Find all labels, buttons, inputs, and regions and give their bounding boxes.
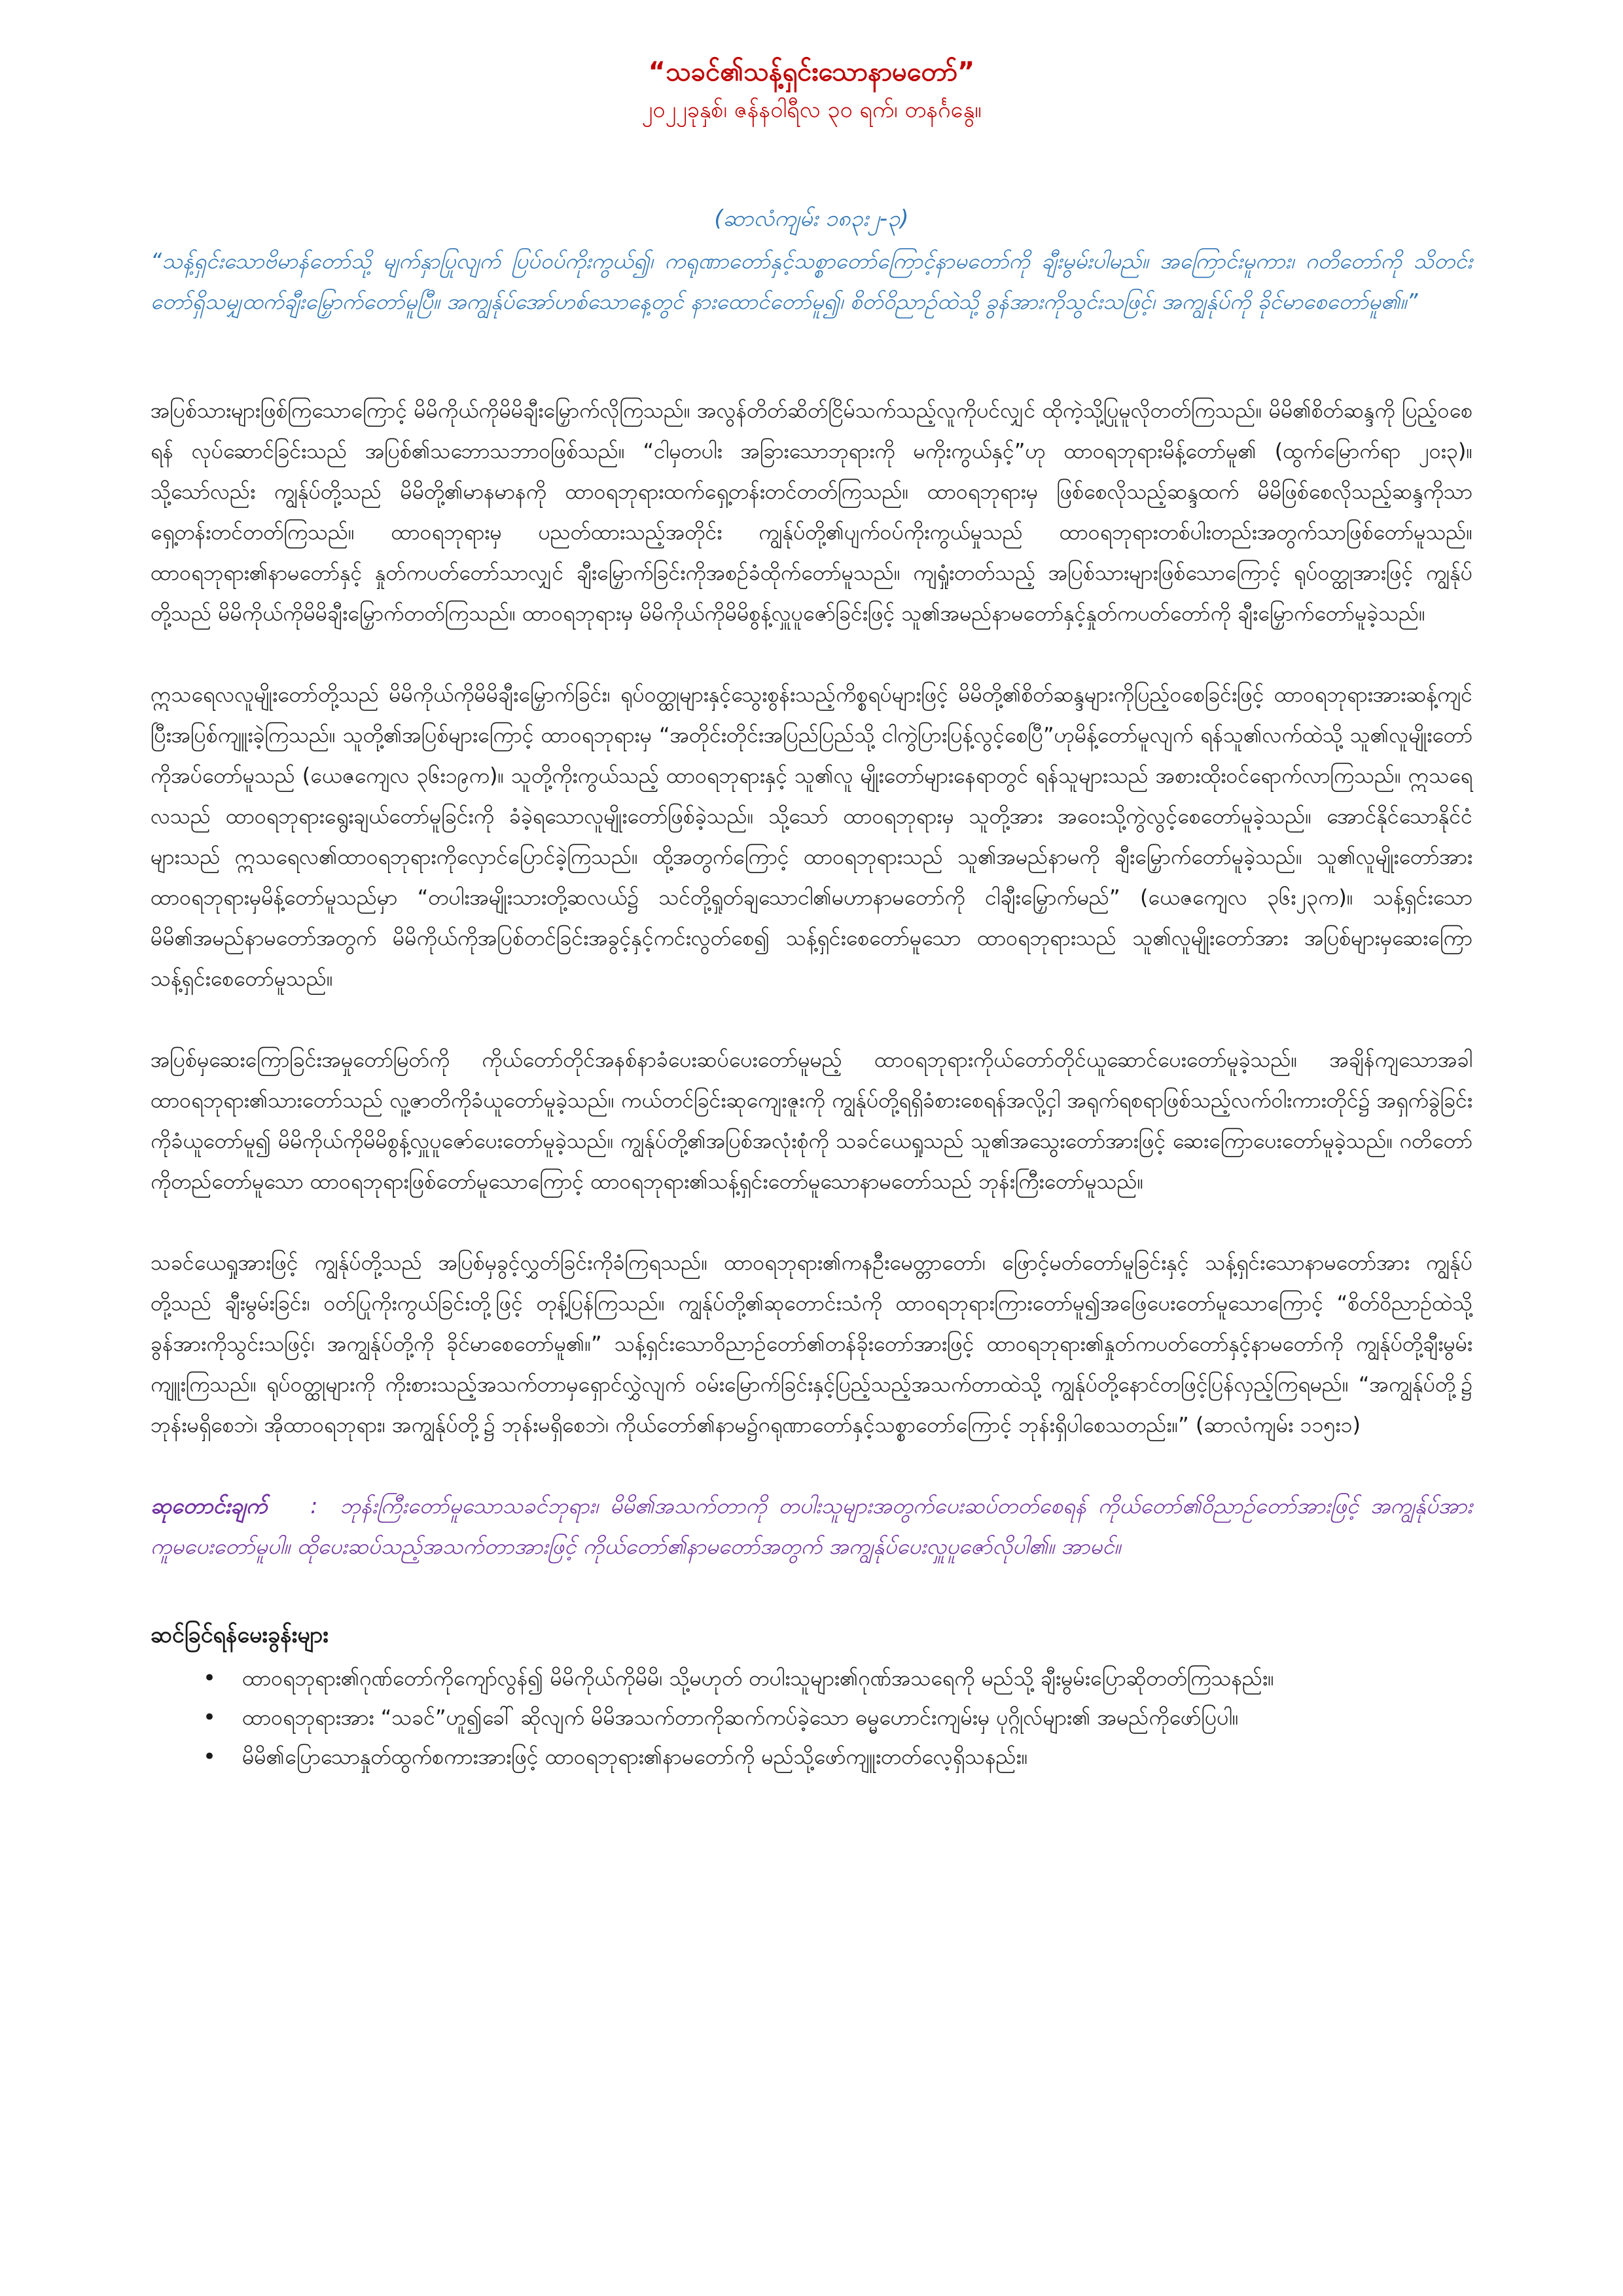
questions-title: ဆင်ခြင်ရန်မေးခွန်းများ: [151, 1622, 329, 1648]
question-text-3: မိမိ၏ပြောသောနှုတ်ထွက်စကားအားဖြင့် ထာဝရဘုရား၏နာမတော်ကို မည်သို့ဖော်ကျူးတတ်လေ့ရှိသနည်း။: [242, 1744, 1028, 1769]
question-text-1: ထာဝရဘုရား၏ဂုဏ်တော်ကိုကျော်လွန်၍ မိမိကိုယ်ကိုမိမိ၊ သို့မဟုတ် တပါးသူများ၏ဂုဏ်အသရေကို မည်သို့ ချီးမွမ်းပြောဆိုတတ်ကြသနည်း။: [242, 1666, 1274, 1691]
questions-list: [151, 1659, 1472, 1776]
body-paragraph-1: အပြစ်သားများဖြစ်ကြသောကြောင့် မိမိကိုယ်ကိုမိမိချီးမြှောက်လိုကြသည်။ အလွန်တိတ်ဆိတ်ငြိမ်သက်သည့်လူကိုပင်လျှင် ထိုကဲ့သို့ပြုမူလိုတတ်ကြသည်။ မိမိ၏စိတ်ဆန္ဒကို ပြည့်ဝစေရန် လုပ်ဆောင်ခြင်းသည် အပြစ်၏သဘောသဘာဝဖြစ်သည်။ “ငါမှတပါး အခြားသောဘုရားကို မကိုးကွယ်နှင့်”ဟု ထာဝရဘုရားမိန့်တော်မူ၏ (ထွက်မြောက်ရာ ၂၀း၃)။ သို့သော်လည်း ကျွန်ုပ်တို့သည် မိမိတို့၏မာနမာနကို ထာဝရဘုရားထက်ရှေ့တန်းတင်တတ်ကြသည်။ ထာဝရဘုရားမှ ဖြစ်စေလိုသည့်ဆန္ဒထက် မိမိဖြစ်စေလိုသည့်ဆန္ဒကိုသာရှေ့တန်းတင်တတ်ကြသည်။ ထာဝရဘုရားမှ ပညတ်ထားသည့်အတိုင်း ကျွန်ုပ်တို့၏ပျက်ဝပ်ကိုးကွယ်မှုသည် ထာဝရဘုရားတစ်ပါးတည်းအတွက်သာဖြစ်တော်မူသည်။ ထာဝရဘုရား၏နာမတော်နှင့် နှုတ်ကပတ်တော်သာလျှင် ချီးမြှောက်ခြင်းကိုအစဉ်ခံထိုက်တော်မူသည်။ ကျရှုံးတတ်သည့် အပြစ်သားများဖြစ်သောကြောင့် ရုပ်ဝတ္ထုအားဖြင့် ကျွန်ုပ်တို့သည် မိမိကိုယ်ကိုမိမိချီးမြှောက်တတ်ကြသည်။ ထာဝရဘုရားမှ မိမိကိုယ်ကိုမိမိစွန့်လှူပူဇော်ခြင်းဖြင့် သူ၏အမည်နာမတော်နှင့်နှုတ်ကပတ်တော်ကို ချီးမြှောက်တော်မူခဲ့သည်။: [151, 398, 1472, 626]
list-item: [196, 1659, 1472, 1698]
prayer-text: ဘုန်းကြီးတော်မူသောသခင်ဘုရား၊ မိမိ၏အသက်တာကို တပါးသူများအတွက်ပေးဆပ်တတ်စေရန် ကိုယ်တော်၏ဝိညာဉ်တော်အားဖြင့် အကျွန်ုပ်အားကူမပေးတော်မူပါ။ ထိုပေးဆပ်သည့်အသက်တာအားဖြင့် ကိုယ်တော်၏နာမတော်အတွက် အကျွန်ုပ်ပေးလှူပူဇော်လိုပါ၏။ အာမင်။: [151, 1493, 1472, 1559]
verse-reference: (ဆာလံကျမ်း ၁၈၃း၂-၃): [714, 206, 909, 232]
list-item: [196, 1698, 1472, 1737]
body-paragraph-2: ဣသရေလလူမျိုးတော်တို့သည် မိမိကိုယ်ကိုမိမိချီးမြှောက်ခြင်း၊ ရုပ်ဝတ္ထုများနှင့်သွေးစွန်းသည့်ကိစ္စရပ်များဖြင့် မိမိတို့၏စိတ်ဆန္ဒများကိုပြည့်ဝစေခြင်းဖြင့် ထာဝရဘုရားအားဆန့်ကျင်ပြီးအပြစ်ကျူးခဲ့ကြသည်။ သူတို့၏အပြစ်များကြောင့် ထာဝရဘုရားမှ “အတိုင်းတိုင်းအပြည်ပြည်သို့ ငါကွဲပြားပြန့်လွင့်စေပြီ”ဟုမိန့်တော်မူလျက် ရန်သူ၏လက်ထဲသို့ သူ၏လူမျိုးတော်ကိုအပ်တော်မူသည် (ယေဇကျေလ ၃၆း၁၉က)။ သူတို့ကိုးကွယ်သည့် ထာဝရဘုရားနှင့် သူ၏လူ မျိုးတော်များနေရာတွင် ရန်သူများသည် အစားထိုးဝင်ရောက်လာကြသည်။ ဣသရေလသည် ထာဝရဘုရားရွေးချယ်တော်မူခြင်းကို ခံခဲ့ရသောလူမျိုးတော်ဖြစ်ခဲ့သည်။ သို့သော် ထာဝရဘုရားမှ သူတို့အား အဝေးသို့ကွဲလွင့်စေတော်မူခဲ့သည်။ အောင်နိုင်သောနိုင်ငံများသည် ဣသရေလ၏ထာဝရဘုရားကိုလှောင်ပြောင်ခဲ့ကြသည်။ ထို့အတွက်ကြောင့် ထာဝရဘုရားသည် သူ၏အမည်နာမကို ချီးမြှောက်တော်မူခဲ့သည်။ သူ၏လူမျိုးတော်အား ထာဝရဘုရားမှမိန့်တော်မူသည်မှာ “တပါးအမျိုးသားတို့ဆလယ်၌ သင်တို့ရှုတ်ချသောငါ၏မဟာနာမတော်ကို ငါချီးမြှောက်မည်” (ယေဇကျေလ ၃၆း၂၃က)။ သန့်ရှင်းသောမိမိ၏အမည်နာမတော်အတွက် မိမိကိုယ်ကိုအပြစ်တင်ခြင်းအခွင့်နှင့်ကင်းလွတ်စေ၍ သန့်ရှင်းစေတော်မူသော ထာဝရဘုရားသည် သူ၏လူမျိုးတော်အား အပြစ်များမှဆေးကြောသန့်ရှင်းစေတော်မူသည်။: [151, 682, 1473, 991]
page-date: ၂၀၂၂ခုနှစ်၊ ဇန်နဝါရီလ ၃၀ ရက်၊ တနင်္ဂနွေ။: [641, 97, 982, 123]
page-title: “သခင်၏သန့်ရှင်းသောနာမတော်”: [648, 57, 975, 87]
questions-section: [151, 1615, 1472, 1776]
question-text-2: ထာဝရဘုရားအား “သခင်”ဟူ၍ခေါ် ဆိုလျက် မိမိအသက်တာကိုဆက်ကပ်ခဲ့သော ဓမ္မဟောင်းကျမ်းမှ ပုဂ္ဂိုလ်များ၏ အမည်ကိုဖော်ပြပါ။: [242, 1705, 1239, 1730]
body-paragraph-4: သခင်ယေရှုအားဖြင့် ကျွန်ုပ်တို့သည် အပြစ်မှခွင့်လွှတ်ခြင်းကိုခံကြရသည်။ ထာဝရဘုရား၏ကနဦးမေတ္တာတော်၊ ဖြောင့်မတ်တော်မူခြင်းနှင့် သန့်ရှင်းသောနာမတော်အား ကျွန်ုပ်တို့သည် ချီးမွမ်းခြင်း၊ ဝတ်ပြုကိုးကွယ်ခြင်းတို့ဖြင့် တုန့်ပြန်ကြသည်။ ကျွန်ုပ်တို့၏ဆုတောင်းသံကို ထာဝရဘုရားကြားတော်မူ၍အဖြေပေးတော်မူသောကြောင့် “စိတ်ဝိညာဉ်ထဲသို့ ခွန်အားကိုသွင်းသဖြင့်၊ အကျွန်ုပ်တို့ကို ခိုင်မာစေတော်မူ၏။” သန့်ရှင်းသောဝိညာဉ်တော်၏တန်ခိုးတော်အားဖြင့် ထာဝရဘုရား၏နှုတ်ကပတ်တော်နှင့်နာမတော်ကို ကျွန်ုပ်တို့ချီးမွမ်းကျူးကြသည်။ ရုပ်ဝတ္ထုများကို ကိုးစားသည့်အသက်တာမှရှောင်လွှဲလျက် ဝမ်းမြောက်ခြင်းနှင့်ပြည့်သည့်အသက်တာထဲသို့ ကျွန်ုပ်တို့နောင်တဖြင့်ပြန်လှည့်ကြရမည်။ “အကျွန်ုပ်တို့၌ ဘုန်းမရှိစေဘဲ၊ အိုထာဝရဘုရား၊ အကျွန်ုပ်တို့၌ ဘုန်းမရှိစေဘဲ၊ ကိုယ်တော်၏နာမ၌ဂရုဏာတော်နှင့်သစ္စာတော်ကြောင့် ဘုန်းရှိပါစေသတည်း။” (ဆာလံကျမ်း ၁၁၅း၁): [151, 1250, 1473, 1437]
bullet-icon: •: [202, 1744, 217, 1770]
body-paragraph-3: အပြစ်မှဆေးကြောခြင်းအမှုတော်မြတ်ကို ကိုယ်တော်တိုင်အနစ်နာခံပေးဆပ်ပေးတော်မူမည့် ထာဝရဘုရားကိုယ်တော်တိုင်ယူဆောင်ပေးတော်မူခဲ့သည်။ အချိန်ကျသောအခါ ထာဝရဘုရား၏သားတော်သည် လူ့ဇာတိကိုခံယူတော်မူခဲ့သည်။ ကယ်တင်ခြင်းဆုကျေးဇူးကို ကျွန်ုပ်တို့ရရှိခံစားစေရန်အလို့ငှါ အရုက်ရစရာဖြစ်သည့်လက်ဝါးကားတိုင်၌ အရှက်ခွဲခြင်းကိုခံယူတော်မူ၍ မိမိကိုယ်ကိုမိမိစွန့်လှူပူဇော်ပေးတော်မူခဲ့သည်။ ကျွန်ုပ်တို့၏အပြစ်အလုံးစုံကို သခင်ယေရှုသည် သူ၏အသွေးတော်အားဖြင့် ဆေးကြောပေးတော်မူခဲ့သည်။ ဂတိတော်ကိုတည်တော်မူသော ထာဝရဘုရားဖြစ်တော်မူသောကြောင့် ထာဝရဘုရား၏သန့်ရှင်းတော်မူသောနာမတော်သည် ဘုန်းကြီးတော်မူသည်။: [151, 1047, 1473, 1194]
list-item: [196, 1737, 1472, 1776]
verse-text: “သန့်ရှင်းသောဗိမာန်တော်သို့ မျက်နှာပြုလျက် ပြပ်ဝပ်ကိုးကွယ်၍၊ ကရုဏာတော်နှင့်သစ္စာတော်ကြောင့်နာမတော်ကို ချီးမွမ်းပါမည်။ အကြောင်းမူကား၊ ဂတိတော်ကို သိတင်းတော်ရှိသမျှထက်ချီးမြှောက်တော်မူပြီ။ အကျွန်ုပ်အော်ဟစ်သောနေ့တွင် နားထောင်တော်မူ၍၊ စိတ်ဝိညာဉ်ထဲသို့ ခွန်အားကိုသွင်းသဖြင့်၊ အကျွန်ုပ်ကို ခိုင်မာစေတော်မူ၏။”: [151, 248, 1472, 314]
prayer-section: [151, 1486, 1472, 1567]
bullet-icon: •: [202, 1704, 217, 1731]
prayer-colon: :: [310, 1493, 318, 1518]
prayer-label: ဆုတောင်းချက်: [151, 1493, 268, 1518]
bullet-icon: •: [202, 1665, 217, 1691]
